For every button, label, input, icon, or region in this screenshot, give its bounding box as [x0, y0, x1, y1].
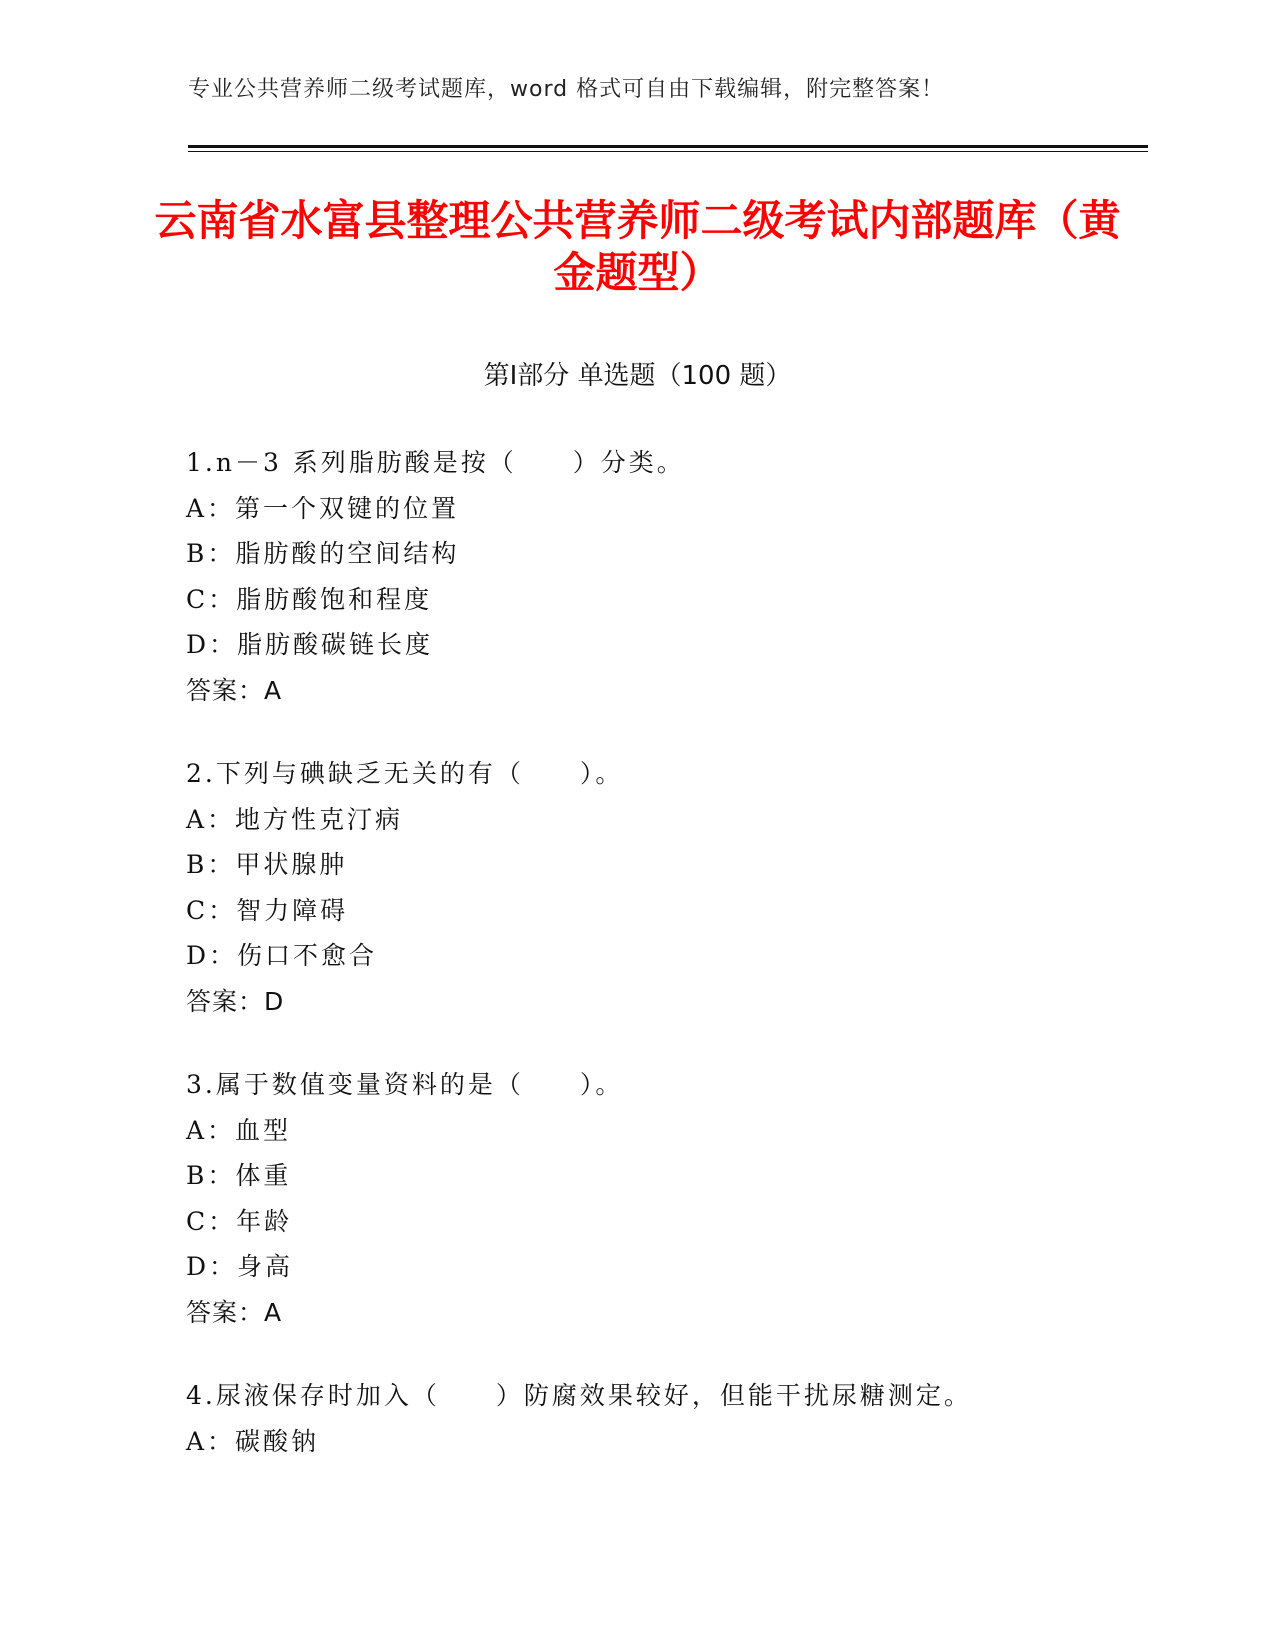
option-b: B：脂肪酸的空间结构 — [186, 539, 460, 568]
question-stem: 3.属于数值变量资料的是（ ）。 — [186, 1070, 624, 1099]
option-d: D：身高 — [186, 1252, 294, 1281]
question-stem: 4.尿液保存时加入（ ）防腐效果较好，但能干扰尿糖测定。 — [186, 1381, 972, 1410]
question-3 — [186, 1062, 1116, 1335]
document-title: 云南省水富县整理公共营养师二级考试内部题库（黄金题型） — [154, 196, 1121, 297]
header-note: 专业公共营养师二级考试题库，word 格式可自由下载编辑，附完整答案！ — [188, 77, 945, 102]
header-divider-thick — [188, 145, 1148, 148]
option-a: A：地方性克汀病 — [186, 804, 404, 834]
header-divider-thin — [188, 151, 1148, 152]
option-a: A：第一个双键的位置 — [186, 493, 460, 523]
question-answer: 答案：D — [186, 986, 285, 1016]
question-stem: 2.下列与碘缺乏无关的有（ ）。 — [186, 759, 624, 788]
option-a: A：碳酸钠 — [186, 1426, 320, 1456]
option-a: A：血型 — [186, 1115, 292, 1145]
question-list — [186, 440, 1116, 1502]
option-b: B：甲状腺肿 — [186, 850, 348, 879]
question-4 — [186, 1373, 1116, 1464]
question-answer: 答案：A — [186, 675, 283, 705]
question-stem: 1.n－3 系列脂肪酸是按（ ）分类。 — [186, 448, 685, 477]
section-title: 第Ⅰ部分 单选题（100 题） — [483, 361, 792, 391]
option-b: B：体重 — [186, 1161, 292, 1190]
option-d: D：脂肪酸碳链长度 — [186, 630, 434, 659]
question-2 — [186, 751, 1116, 1024]
question-answer: 答案：A — [186, 1297, 283, 1327]
option-c: C：年龄 — [186, 1206, 293, 1236]
option-d: D：伤口不愈合 — [186, 941, 378, 970]
option-c: C：智力障碍 — [186, 895, 349, 925]
question-1 — [186, 440, 1116, 713]
option-c: C：脂肪酸饱和程度 — [186, 584, 433, 614]
